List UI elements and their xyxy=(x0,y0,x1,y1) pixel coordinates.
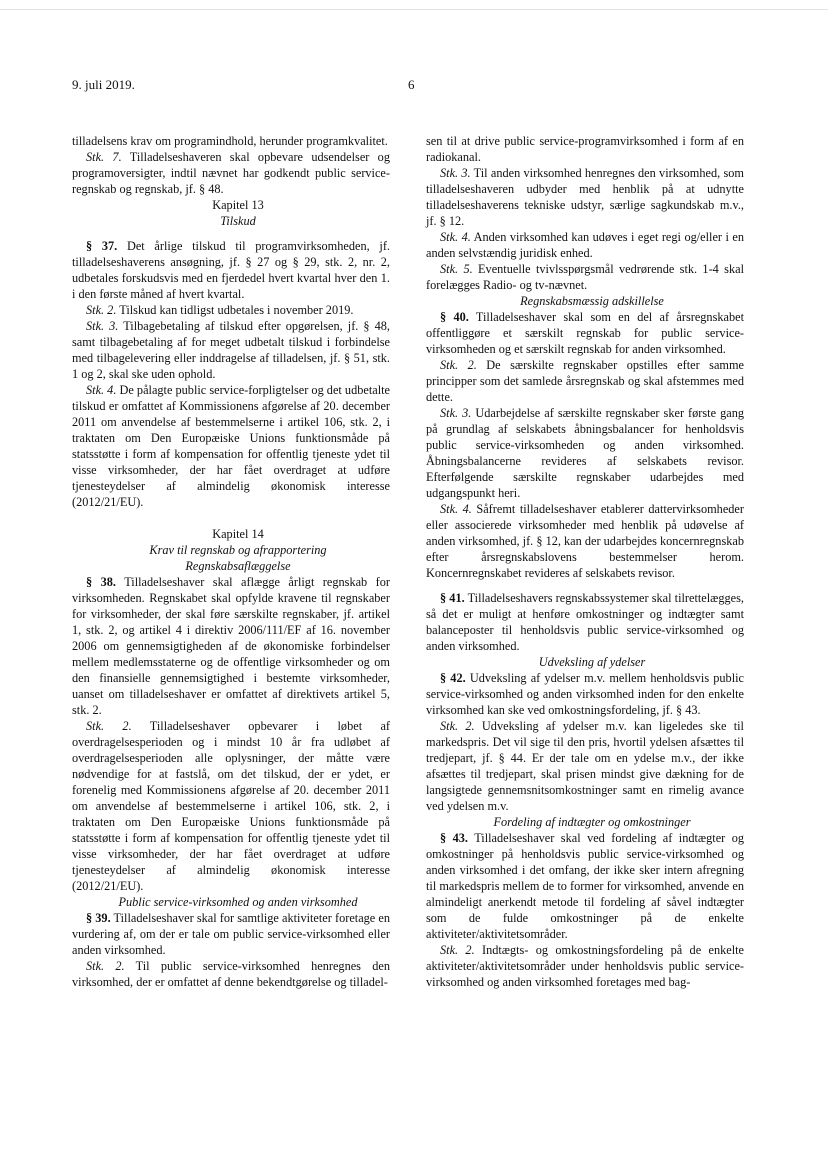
section-number: § 37. xyxy=(86,239,118,253)
stk-label: Stk. 3. xyxy=(86,319,119,333)
section-number: § 42. xyxy=(440,671,466,685)
paragraph-text: Tilladelseshaveren skal opbevare udsendelser og programoversigter, indtil nævnet har godkendt public service-regnskab og regnskab, jf. § 48. xyxy=(72,150,390,196)
section-number: § 38. xyxy=(86,575,116,589)
paragraph xyxy=(72,149,390,197)
paragraph-text: Udveksling af ydelser m.v. kan ligeledes ske til markedspris. Det vil sige til den pris, hvortil ydelsen afsættes til tredjepart, jf. § 44. Er der tale om en ydelse m.v., der ikke afsættes til tredjepart, skal prisen mindst give dækning for de langsigtede gennemsnitsomkostninger samt en rimelig avance ved ydelsen m.v. xyxy=(426,719,744,813)
section-number: § 43. xyxy=(440,831,468,845)
paragraph-text: De særskilte regnskaber opstilles efter samme principper som det samlede årsregnskab og skal afstemmes med dette. xyxy=(426,358,744,404)
paragraph-text: Tilbagebetaling af tilskud efter opgørelsen, jf. § 48, samt tilbagebetaling af for meget udbetalt tilskud i forbindelse med tilbagelevering eller inddragelse af tilladelsen, jf. § 51, stk. 1 og 2, skal ske uden ophold. xyxy=(72,319,390,381)
stk-label: Stk. 2. xyxy=(440,358,477,372)
chapter-heading: Kapitel 13 xyxy=(212,198,264,212)
chapter-title: Krav til regnskab og afrapportering xyxy=(149,543,327,557)
paragraph xyxy=(426,165,744,229)
paragraph-text: Til public service-virksomhed henregnes den virksomhed, der er omfattet af denne bekendtgørelse og tilladel- xyxy=(72,959,390,989)
paragraph xyxy=(426,357,744,405)
paragraph-text: Tilskud kan tidligst udbetales i november 2019. xyxy=(116,303,354,317)
paragraph xyxy=(72,318,390,382)
paragraph xyxy=(426,261,744,293)
paragraph-text: Tilladelseshavers regnskabssystemer skal tilrettelægges, så det er muligt at henføre omkostninger og indtægter samt balanceposter til henholdsvis public service-virksomhed og anden virksomhed. xyxy=(426,591,744,653)
section-number: § 40. xyxy=(440,310,469,324)
paragraph xyxy=(426,229,744,261)
section-39 xyxy=(72,910,390,958)
section-number: § 39. xyxy=(86,911,111,925)
stk-label: Stk. 2. xyxy=(440,719,475,733)
stk-label: Stk. 3. xyxy=(440,406,472,420)
paragraph-text: Udveksling af ydelser m.v. mellem henholdsvis public service-virksomhed og anden virksomhed inden for den enkelte virksomhed kan ske ved omkostningsfordeling, jf. § 43. xyxy=(426,671,745,717)
subsection-heading: Regnskabsmæssig adskillelse xyxy=(520,294,664,308)
header-date: 9. juli 2019. xyxy=(72,77,135,92)
section-42 xyxy=(426,670,744,718)
paragraph xyxy=(426,942,744,990)
section-43 xyxy=(426,830,744,942)
paragraph xyxy=(72,382,390,510)
section-37 xyxy=(72,238,390,302)
paragraph-text: Indtægts- og omkostningsfordeling på de enkelte aktiviteter/aktivitetsområder under henholdsvis public service-virksomhed og anden virksomhed foretages med bag- xyxy=(426,943,744,989)
stk-label: Stk. 2. xyxy=(86,719,132,733)
stk-label: Stk. 2. xyxy=(86,303,117,317)
stk-label: Stk. 4. xyxy=(440,502,472,516)
paragraph xyxy=(72,718,390,894)
stk-label: Stk. 5. xyxy=(440,262,473,276)
right-column xyxy=(426,133,744,990)
paragraph-text: Eventuelle tvivlsspørgsmål vedrørende stk. 1-4 skal forelægges Radio- og tv-nævnet. xyxy=(426,262,744,292)
subsection-heading: Fordeling af indtægter og omkostninger xyxy=(493,815,691,829)
stk-label: Stk. 4. xyxy=(86,383,117,397)
paragraph-text: Det årlige tilskud til programvirksomheden, jf. tilladelseshaverens ansøgning, jf. § 27 og § 29, stk. 2, nr. 2, udbetales forskudsvis med en fjerdedel hvert kvartal hver den 1. i den første måned af hvert kvartal. xyxy=(72,239,390,301)
paragraph: sen til at drive public service-programvirksomhed i form af en radiokanal. xyxy=(426,134,744,164)
subsection-heading: Regnskabsaflæggelse xyxy=(185,559,291,573)
paragraph-text: Udarbejdelse af særskilte regnskaber sker første gang på grundlag af selskabets åbningsbalancer for henholdsvis public service-virksomheden og anden virksomhed. Åbningsbalancerne revideres af selskabets revisor. Efterfølgende særskilte regnskaber udarbejdes med udgangspunkt heri. xyxy=(426,406,744,500)
paragraph-text: Anden virksomhed kan udøves i eget regi og/eller i en anden selvstændig juridisk enhed. xyxy=(426,230,744,260)
paragraph-text: Tilladelseshaver skal ved fordeling af indtægter og omkostninger på henholdsvis public service-virksomhed og anden virksomhed i det omfang, der ikke sker intern afregning til markedspris mellem de to former for virksomhed, anvende en almindeligt anerkendt metode til fordeling af såvel indtægter som de fulde omkostninger på de enkelte aktiviteter/aktivitetsområder. xyxy=(426,831,745,941)
paragraph-text: Tilladelseshaver skal for samtlige aktiviteter foretage en vurdering af, om der er tale om public service-virksomhed eller anden virksomhed. xyxy=(72,911,390,957)
stk-label: Stk. 2. xyxy=(86,959,125,973)
paragraph-text: Tilladelseshaver opbevarer i løbet af overdragelsesperioden og i mindst 10 år fra udløbet af overdragelsesperioden alle oplysninger, der måtte være nødvendige for at fastslå, om det tilskud, der er ydet, er forenelig med Kommissionens afgørelse af 20. december 2011 om anvendelse af bestemmelserne i artikel 106, stk. 2, i traktaten om Den Europæiske Unions funktionsmåde på statsstøtte i form af kompensation for offentlig tjeneste ydet til visse virksomheder, der har fået overdraget at udføre tjenesteydelser af almindelig økonomisk interesse (2012/21/EU). xyxy=(72,719,390,893)
paragraph xyxy=(426,405,744,501)
subsection-heading: Udveksling af ydelser xyxy=(538,655,646,669)
paragraph-text: Til anden virksomhed henregnes den virksomhed, som tilladelseshaveren udbyder med henblik på at udnytte tilladelseshaverens tekniske udstyr, særlige sagkundskab m.v., jf. § 12. xyxy=(426,166,744,228)
chapter-heading: Kapitel 14 xyxy=(212,527,264,541)
paragraph xyxy=(426,718,744,814)
paragraph xyxy=(72,958,390,990)
stk-label: Stk. 4. xyxy=(440,230,471,244)
chapter-title: Tilskud xyxy=(220,214,256,228)
paragraph-text: De pålagte public service-forpligtelser og det udbetalte tilskud er omfattet af Kommissionens afgørelse af 20. december 2011 om anvendelse af bestemmelserne i artikel 106, stk. 2, i traktaten om Den Europæiske Unions funktionsmåde på statsstøtte i form af kompensation for offentlig tjeneste ydet til visse virksomheder, der har fået overdraget at udføre tjenesteydelser af almindelig økonomisk interesse (2012/21/EU). xyxy=(72,383,390,509)
stk-label: Stk. 7. xyxy=(86,150,122,164)
section-41 xyxy=(426,590,744,654)
section-38 xyxy=(72,574,390,718)
paragraph-text: Tilladelseshaver skal aflægge årligt regnskab for virksomheden. Regnskabet skal opfylde kravene til regnskaber for virksomheder, der skal føre særskilte regnskaber, jf. artikel 1, stk. 2, og artikel 4 i direktiv 2006/111/EF af 16. november 2006 om gennemsigtigheden af de økonomiske forbindelser mellem medlemsstaterne og de offentlige virksomheder og om den finansielle gennemsigtighed i bestemte virksomheder, uanset om tilladelseshaver er omfattet af direktivets artikel 5, stk. 2. xyxy=(72,575,390,717)
left-column xyxy=(72,133,390,990)
section-number: § 41. xyxy=(440,591,465,605)
stk-label: Stk. 2. xyxy=(440,943,475,957)
section-40 xyxy=(426,309,744,357)
page-number: 6 xyxy=(408,77,415,92)
paragraph xyxy=(426,501,744,581)
stk-label: Stk. 3. xyxy=(440,166,471,180)
top-rule xyxy=(0,9,828,10)
paragraph-text: Såfremt tilladelseshaver etablerer dattervirksomheder eller associerede virksomheder med henblik på udøvelse af anden virksomhed, jf. § 12, kan der udarbejdes koncernregnskab efter årsregnskabslovens bestemmelser herom. Koncernregnskabet revideres af selskabets revisor. xyxy=(426,502,744,580)
paragraph: tilladelsens krav om programindhold, herunder programkvalitet. xyxy=(72,134,388,148)
paragraph xyxy=(72,302,390,318)
subsection-heading: Public service-virksomhed og anden virksomhed xyxy=(118,895,358,909)
paragraph-text: Tilladelseshaver skal som en del af årsregnskabet offentliggøre et særskilt regnskab for public service-virksomheden og et særskilt regnskab for anden virksomhed. xyxy=(426,310,744,356)
